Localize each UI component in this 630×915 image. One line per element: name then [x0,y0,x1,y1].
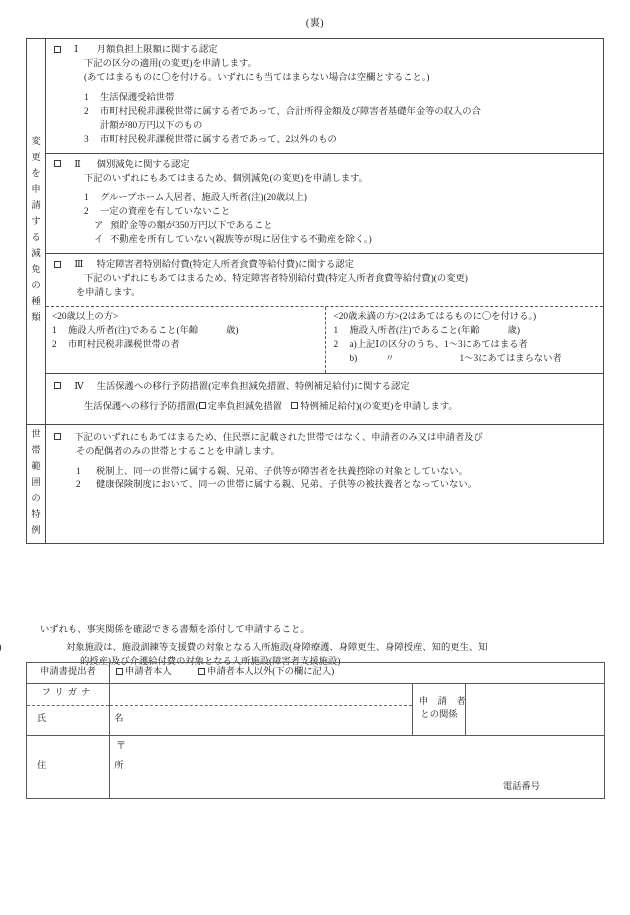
section-2-checkbox[interactable] [54,160,61,167]
section-2-item-0[interactable] [54,192,595,206]
section-5-checkbox[interactable] [54,433,61,440]
relation-label-line1: 申 請 者 [419,696,466,707]
section-2-subitem-1[interactable] [54,234,595,248]
section-4-roman: Ⅳ [74,381,84,392]
section-3 [46,253,603,306]
section-3-checkbox[interactable] [54,261,61,268]
age-20-under-item-1-text: a)上記Ⅰの区分のうち、1〜3にあてはまる者 [349,339,528,350]
section-1-roman: Ⅰ [74,45,79,55]
section-1-item-2 [54,120,595,134]
vertical-label-reduction-types [27,39,46,424]
section-2-item-0-text: グループホーム入居者、施設入所者(注)(20歳以上) [100,193,307,204]
postal-code-mark: 〒 [116,740,126,752]
section-4-title-line [54,381,595,395]
age-20-under-column [325,307,604,373]
section-2-item-1[interactable] [54,206,595,220]
age-20-over-heading: <20歳以上の方> [52,312,119,322]
table-row-furigana [27,683,605,705]
submitter-other-checkbox[interactable] [198,668,205,675]
section-3-title-line [54,259,595,273]
age-20-over-item-0-text: 施設入所者(注)であること(年齢 歳) [68,325,239,336]
section-3-title: 特定障害者特別給付費(特定入所者食費等給付費)に関する認定 [96,260,354,271]
submitter-self-checkbox[interactable] [116,668,123,675]
section-2-subitem-0-no: ア [94,221,104,232]
submitter-self-label: 申請者本人 [125,667,172,677]
section-1-item-2-text: 計額が80万円以下のもの [100,120,203,131]
furigana-input-cell[interactable] [110,683,413,705]
name-label-text: 氏 名 [37,714,134,725]
age-20-under-item-2[interactable] [334,353,598,367]
section-2-line2: 下記のいずれにもあてはまるため、個別減免(の変更)を申請します。 [84,173,368,184]
section-5-line1: 下記のいずれにもあてはまるため、住民票に記載された世帯ではなく、申請者のみ又は申請者及び [74,432,483,443]
section-3-line2: 下記のいずれにもあてはまるため、特定障害者特別給付費(特定入所者食費等給付費)(の変更) [84,274,468,285]
section-1-line2: 下記の区分の適用(の変更)を申請します。 [84,58,257,69]
section-1 [46,39,603,153]
section-5-item-0-no: 1 [76,466,81,477]
section-1-item-0-text: 生活保護受給世帯 [100,92,175,103]
age-20-under-heading: <20歳未満の方>(2はあてはるものに〇を付ける。) [333,312,537,322]
section-1-title: 月額負担上限額に関する認定 [96,45,218,55]
note-target-facilities-cont: 的授産)及び介護給付費の対象となる入所施設(障害者支援施設) [80,656,341,667]
table-row-address [27,735,605,798]
section-1-line3: (あてはまるものに〇を付ける。いずれにも当てはまらない場合は空欄とすること。) [84,72,430,83]
vertical-label-text: 変 更 を 申 請 す る 減 免 の 種 類 [31,137,41,324]
section-2-subitem-0-text: 預貯金等の額が350万円以下であること [110,221,273,232]
relation-input-cell[interactable] [466,683,605,735]
age-20-over-item-1[interactable] [52,339,319,353]
section-3-age-split [46,306,603,373]
section-1-item-3[interactable] [54,134,595,148]
section-2-title-line [54,159,595,173]
submitter-other-label: 申請者本人以外(下の欄に記入) [207,667,335,677]
section-1-item-1-text: 市町村民税非課税世帯に属する者であって、合計所得金額及び障害者基礎年金等の収入の合 [100,106,481,117]
section-4-option-2-label: 特例補足給付 [300,401,357,412]
section-2-subitem-0[interactable] [54,220,595,234]
section-4 [46,373,603,424]
age-20-under-item-2-text: b) 〃 1〜3にあてはまらない者 [349,353,562,364]
section-5-line2: その配偶者のみの世帯とすることを申請します。 [76,446,280,457]
section-3-line3: を申請します。 [76,288,141,299]
section-2-subitem-1-no: イ [94,235,104,246]
group-household-scope-exception [27,424,603,543]
section-5-item-1[interactable] [54,479,595,493]
section-4-title: 生活保護への移行予防措置(定率負担減免措置、特例補足給付)に関する認定 [96,381,410,392]
submitter-options-cell [110,663,605,684]
section-5-item-1-text: 健康保険制度において、同一の世帯に属する親、兄弟、子供等の被扶養者となっていない。 [96,480,477,491]
section-1-item-3-text: 市町村民税非課税世帯に属する者であって、2以外のもの [100,134,337,145]
relation-label-line2: との関係 [420,710,458,721]
age-20-under-item-0-no: 1 [333,325,339,336]
age-20-over-item-0[interactable] [52,325,319,339]
section-1-item-1[interactable] [54,106,595,120]
section-3-roman: Ⅲ [74,260,84,271]
relation-label-cell [413,683,466,735]
section-2-title: 個別減免に関する認定 [96,159,190,170]
address-input-cell[interactable] [110,735,605,798]
name-label-cell [27,705,134,735]
page-side-mark: (裏) [305,18,325,29]
name-input-cell[interactable] [110,705,413,735]
section-2-item-1-text: 一定の資産を有していないこと [100,207,231,218]
section-1-item-1-no: 2 [84,106,89,117]
section-4-option-2-checkbox[interactable] [291,402,298,409]
furigana-label-text: フリガナ [41,688,95,699]
section-4-declaration-pre: 生活保護への移行予防措置( [84,401,199,412]
group-reduction-types [27,39,603,424]
age-20-over-item-0-no: 1 [52,325,57,336]
submitter-label-cell: 申請書提出者 [27,663,110,684]
section-5-line1-row [54,432,595,446]
note-target-facilities-line1: 対象施設は、施設訓練等支援費の対象となる入所施設(身障療護、身障更生、身障授産、知的更生、知 [66,642,488,653]
vertical-label-household-text: 世 帯 範 囲 の 特 例 [31,429,41,536]
furigana-label-cell [27,683,110,705]
note-marker [26,642,66,656]
section-2-roman: Ⅱ [74,159,81,170]
section-5-item-1-no: 2 [76,480,81,491]
applicant-submitter-table [26,662,605,799]
section-1-checkbox[interactable] [54,46,61,53]
section-1-title-line [54,44,595,58]
address-label-cell [27,735,134,798]
reduction-types-frame [26,38,604,544]
age-20-over-item-1-no: 2 [52,339,57,350]
address-label-text: 住 所 [37,760,134,771]
section-2-item-0-no: 1 [84,193,89,204]
note-target-facilities [26,642,606,656]
section-5-item-0-text: 税制上、同一の世帯に属する親、兄弟、子供等が障害者を扶養控除の対象としていない。 [96,466,468,477]
age-20-under-item-1[interactable] [334,339,598,353]
table-row-submitter [27,663,605,684]
section-2-subitem-1-text: 不動産を所有していない(親族等が現に居住する不動産を除く。) [110,235,372,246]
age-20-under-item-0-text: 施設入所者(注)であること(年齢 歳) [349,325,520,336]
age-20-under-item-1-no: 2 [333,339,339,350]
section-2 [46,153,603,254]
section-4-declaration [54,401,595,415]
age-20-over-item-1-text: 市町村民税非課税世帯の者 [68,339,180,350]
age-20-over-column [46,307,325,373]
section-1-item-0-no: 1 [84,92,89,103]
age-20-under-item-0[interactable] [334,325,598,339]
telephone-label: 電話番号 [502,782,541,792]
section-2-item-1-no: 2 [84,207,89,218]
section-5 [46,425,603,502]
section-4-option-1-label: 定率負担減免措置 [207,401,283,412]
vertical-label-household-scope [27,425,46,543]
section-4-checkbox[interactable] [54,382,61,389]
section-4-declaration-post: )(の変更)を申請します。 [356,401,458,412]
note-attachment: いずれも、事実関係を確認できる書類を添付して申請すること。 [40,625,310,635]
section-1-item-0[interactable] [54,92,595,106]
section-1-item-3-no: 3 [84,134,89,145]
section-5-item-0[interactable] [54,466,595,480]
section-4-option-1-checkbox[interactable] [199,402,206,409]
